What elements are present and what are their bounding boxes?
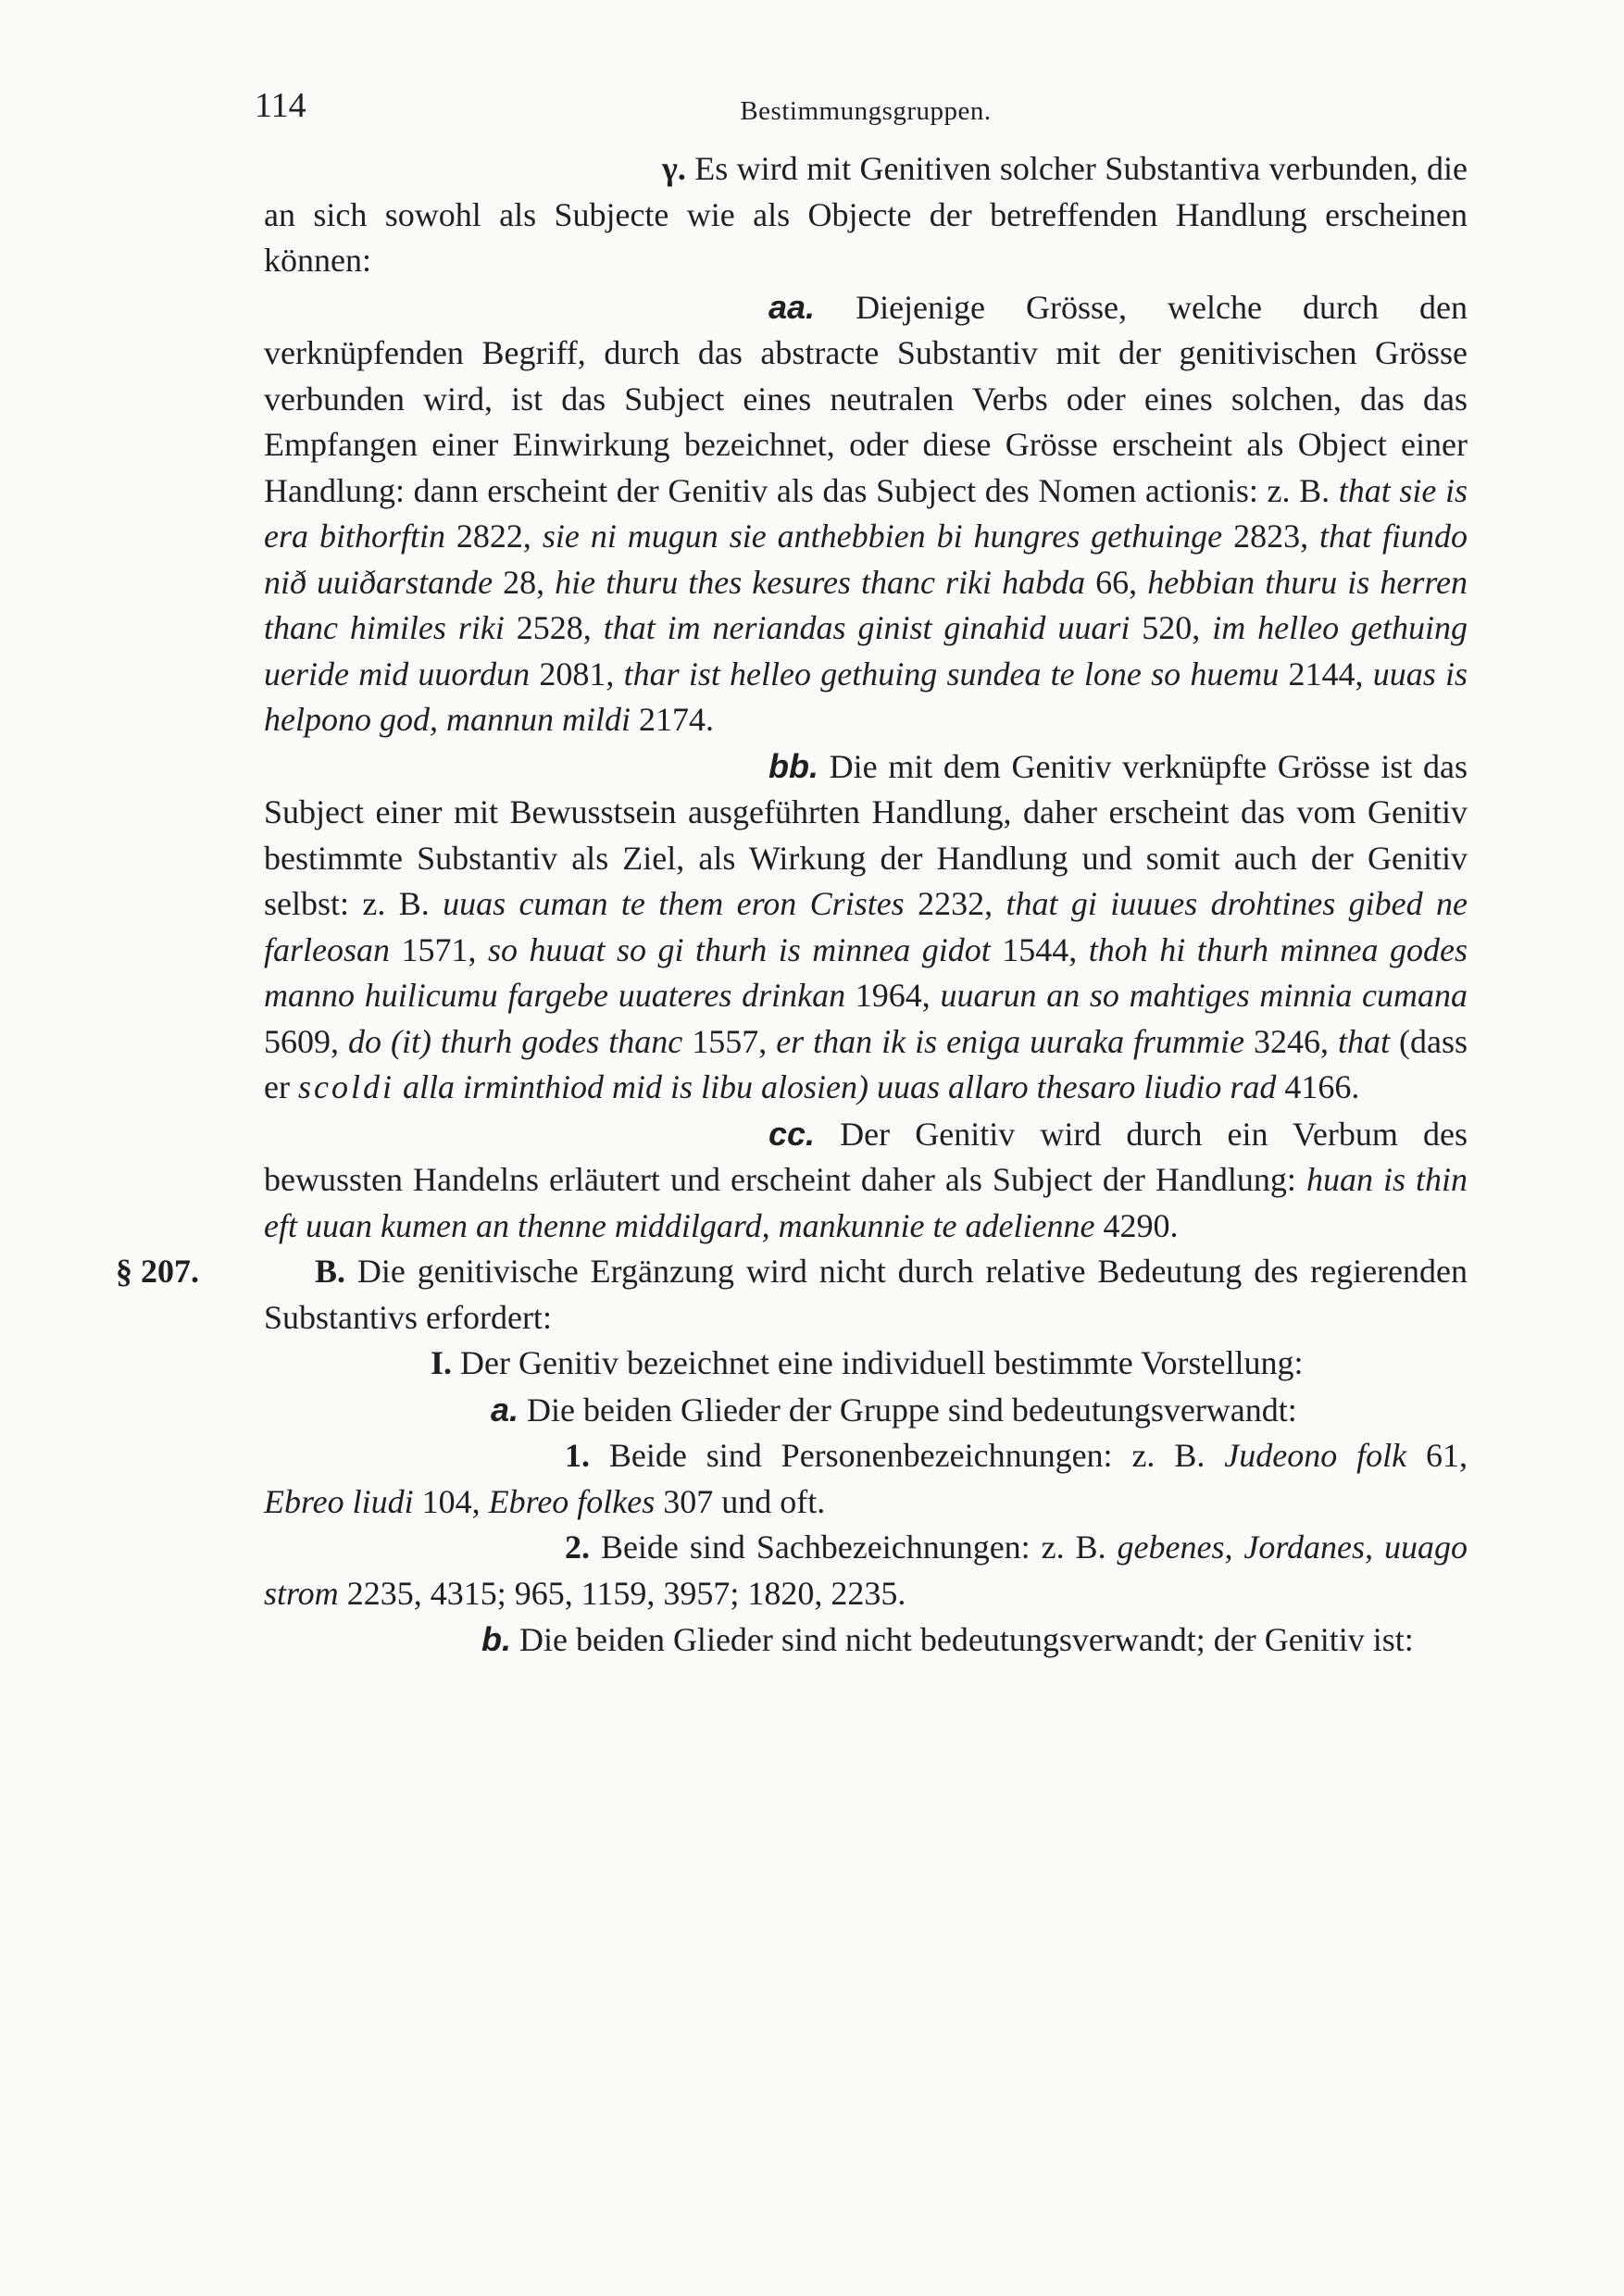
text-run: 1557, xyxy=(682,1022,777,1060)
item-label: bb. xyxy=(768,746,818,785)
text-run: Der Genitiv bezeichnet eine individuell bestimmte Vorstellung: xyxy=(452,1344,1304,1381)
text-run: 2232, xyxy=(904,885,1006,922)
citation-run: gebenes, Jordanes, uuago strom xyxy=(264,1529,1468,1612)
citation-run: do (it) thurh godes thanc xyxy=(347,1022,683,1060)
citation-run: huan is thin eft uuan kumen an thenne middilgard, mankunnie te adelienne xyxy=(264,1161,1468,1244)
citation-run: Judeono folk xyxy=(1224,1437,1407,1474)
paragraph xyxy=(264,1387,1468,1434)
text-run: 28, xyxy=(493,563,556,601)
citation-run: im helleo gethuing ueride mid uuordun xyxy=(264,609,1468,693)
text-run: 2081, xyxy=(530,655,624,693)
page-number: 114 xyxy=(255,86,306,125)
item-label: cc. xyxy=(768,1114,816,1153)
citation-run: thoh hi thurh minnea godes manno huilicumu fargebe uuateres drinkan xyxy=(264,930,1468,1014)
citation-run: scoldi xyxy=(297,1068,394,1105)
item-label: I. xyxy=(431,1344,453,1381)
citation-run: uuarun an so mahtiges minnia cumana xyxy=(940,977,1468,1014)
text-run xyxy=(868,1068,877,1105)
text-run: 5609, xyxy=(264,1022,348,1060)
text-run: 2235, 4315; 965, 1159, 3957; 1820, 2235. xyxy=(338,1574,906,1612)
citation-run: Ebreo folkes xyxy=(488,1482,656,1520)
text-run: Der Genitiv wird durch ein Verbum des bewussten Handelns erläutert und erscheint daher als Subject der Handlung: xyxy=(264,1115,1468,1198)
citation-run: so huuat so gi thurh is minnea gidot xyxy=(487,930,991,968)
citation-run: hie thuru thes kesures thanc riki habda xyxy=(555,563,1086,601)
paragraph xyxy=(264,1616,1468,1664)
text-run: Die genitivische Ergänzung wird nicht durch relative Bedeutung des regierenden Substantivs erfordert: xyxy=(264,1253,1468,1336)
page-header xyxy=(255,83,1468,137)
text-run: Die mit dem Genitiv verknüpfte Grösse ist das Subject einer mit Bewusstsein ausgeführten Handlung, daher erscheint das vom Genitiv bestimmte Substantiv als Ziel, als Wirkung der Handlung und somit auch der Genitiv selbst: z. B. xyxy=(264,747,1468,922)
citation-run: alla irminthiod mid is libu alosien) xyxy=(402,1068,868,1105)
text-run: 4166. xyxy=(1276,1068,1360,1105)
citation-run: uuas allaro thesaro liudio rad xyxy=(876,1068,1277,1105)
citation-run: er than ik is eniga uuraka frummie xyxy=(776,1022,1245,1060)
item-label: aa. xyxy=(768,287,816,326)
text-run: (dass er xyxy=(264,1022,1468,1105)
text-run: 1571, xyxy=(390,930,488,968)
paragraph xyxy=(264,1525,1468,1616)
paragraph xyxy=(264,1111,1468,1250)
item-label: 1. xyxy=(565,1437,590,1474)
paragraph xyxy=(264,1341,1468,1387)
item-label: a. xyxy=(491,1390,519,1429)
text-run: Beide sind Sachbezeichnungen: z. B. xyxy=(590,1529,1118,1566)
citation-run: that sie is era bithorftin xyxy=(264,471,1468,555)
text-run: 61, xyxy=(1406,1437,1468,1474)
paragraph xyxy=(264,284,1468,743)
text-run: Beide sind Personenbezeichnungen: z. B. xyxy=(590,1437,1225,1474)
item-label: 2. xyxy=(565,1529,590,1566)
citation-run: sie ni mugun sie anthebbien bi hungres gethuinge xyxy=(542,518,1223,555)
paragraph xyxy=(264,1433,1468,1525)
text-run: 2823, xyxy=(1222,518,1320,555)
body-text xyxy=(116,146,1468,1664)
section-mark: § 207. xyxy=(116,1253,199,1290)
item-label: B. xyxy=(315,1253,346,1290)
paragraph xyxy=(264,743,1468,1111)
text-run: 3246, xyxy=(1244,1022,1339,1060)
citation-run: Ebreo liudi xyxy=(264,1482,414,1520)
citation-run: that gi iuuues drohtines gibed ne farleosan xyxy=(264,885,1468,968)
item-label: b. xyxy=(481,1620,511,1658)
text-run: 520, xyxy=(1130,609,1213,646)
text-run: Die beiden Glieder der Gruppe sind bedeutungsverwandt: xyxy=(518,1391,1297,1429)
text-run: 2144, xyxy=(1279,655,1373,693)
text-run: 4290. xyxy=(1094,1206,1179,1244)
citation-run: uuas is helpono god, mannun mildi xyxy=(264,655,1468,738)
text-run: 2174. xyxy=(630,701,714,738)
citation-run: that fiundo nið uuiðarstande xyxy=(264,518,1468,601)
text-run xyxy=(394,1068,403,1105)
text-run: 307 und oft. xyxy=(655,1482,826,1520)
text-run: Es wird mit Genitiven solcher Substantiva verbunden, die an sich sowohl als Subjecte wie als Objecte der betreffenden Handlung erscheinen können: xyxy=(264,150,1468,279)
section-paragraph xyxy=(116,1249,1468,1341)
text-run: 1544, xyxy=(990,930,1089,968)
book-page xyxy=(116,83,1468,1664)
text-run: 2822, xyxy=(444,518,543,555)
running-title: Bestimmungsgruppen. xyxy=(740,96,992,126)
item-label: γ. xyxy=(662,150,695,187)
citation-run: that im neriandas ginist ginahid uuari xyxy=(603,609,1131,646)
text-run: Die beiden Glieder sind nicht bedeutungsverwandt; der Genitiv ist: xyxy=(511,1621,1414,1658)
citation-run: uuas cuman te them eron Cristes xyxy=(443,885,905,922)
text-run: 104, xyxy=(413,1482,489,1520)
citation-run: thar ist helleo gethuing sundea te lone so huemu xyxy=(623,655,1280,693)
text-run: 66, xyxy=(1085,563,1148,601)
text-run: 2528, xyxy=(504,609,604,646)
text-run: 1964, xyxy=(845,977,941,1014)
citation-run: that xyxy=(1338,1022,1391,1060)
text-run: Diejenige Grösse, welche durch den verknüpfenden Begriff, durch das abstracte Substantiv mit der genitivischen Grösse verbunden wird, ist das Subject eines neutralen Verbs oder eines solchen, das das Empfangen einer Einwirkung bezeichnet, oder diese Grösse erscheint als Object einer Handlung: dann erscheint der Genitiv als das Subject des Nomen actionis: z. B. xyxy=(264,288,1468,509)
paragraph xyxy=(264,146,1468,284)
citation-run: hebbian thuru is herren thanc himiles riki xyxy=(264,563,1468,646)
